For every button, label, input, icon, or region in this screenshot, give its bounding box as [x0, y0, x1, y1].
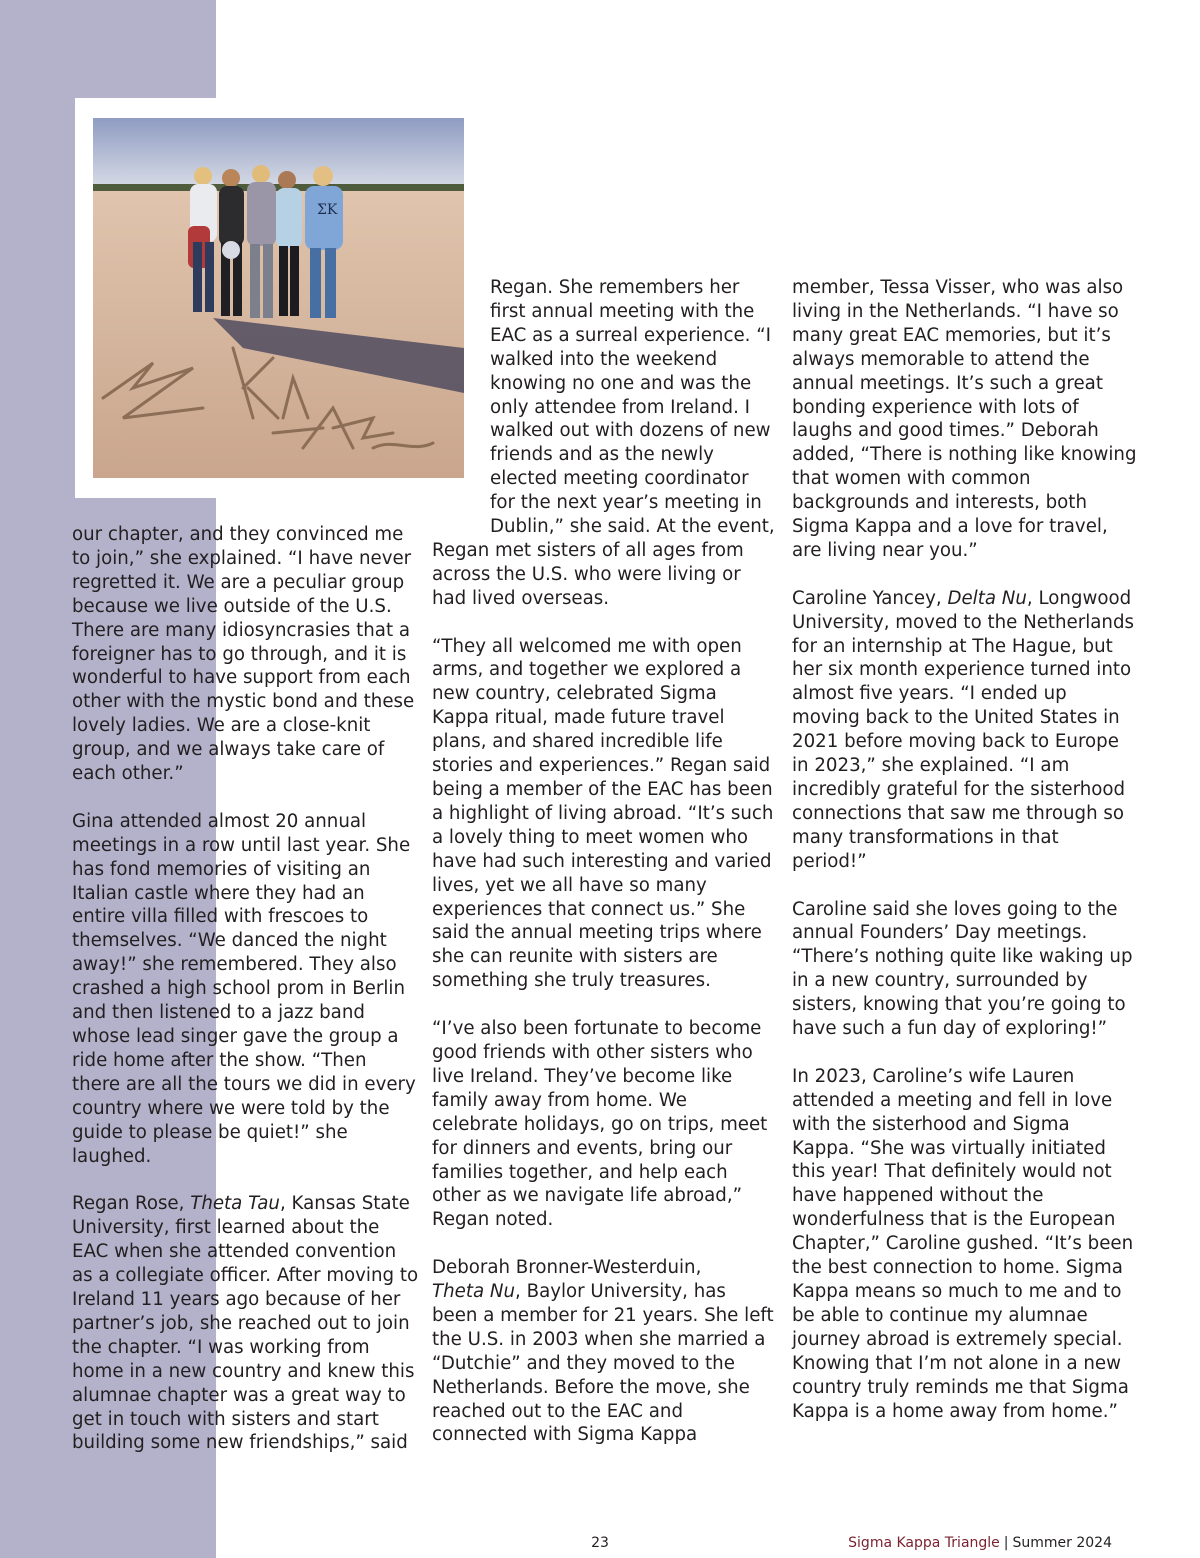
paragraph-regan-meeting	[432, 276, 777, 611]
regan-intro-text: , Kansas State University, first learned about the EAC when she attended convention as a collegiate officer. After moving to Ireland 11 years ago because of her partner’s job, she reached out to join the chapter. “I was working from home in a new country and knew this alumnae chapter was a great way to get in touch with sisters and start building some new friendships,” said	[72, 1193, 419, 1454]
name-deborah-bronner-westerduin: Deborah Bronner-Westerduin	[432, 1257, 696, 1279]
group-photo	[93, 118, 464, 478]
paragraph-regan-intro: Regan Rose, Theta Tau, Kansas State University, first learned about the EAC when she attended convention as a collegiate officer. After moving to Ireland 11 years ago because of her partner’s job, she reached out to join the chapter. “I was working from home in a new country and knew this alumnae chapter was a great way to get in touch with sisters and start building some new friendships,” said	[72, 1193, 419, 1454]
paragraph-regan-ireland: “I’ve also been fortunate to become good friends with other sisters who live Ireland. They’ve become like family away from home. We celebrate holidays, go on trips, meet for dinners and events, bring our families together, and help each other as we navigate life abroad,” Regan noted.	[432, 1018, 768, 1231]
name-regan-rose: Regan Rose	[72, 1193, 179, 1215]
beach-photo-illustration	[93, 118, 464, 478]
column-middle	[432, 276, 777, 1447]
name-caroline-yancey: Caroline Yancey	[792, 587, 936, 609]
publication-footer	[848, 1535, 1112, 1551]
paragraph-tessa	[792, 276, 1137, 563]
svg-text:ΣK: ΣK	[317, 202, 338, 218]
paragraph-caroline-intro: Caroline Yancey, Delta Nu, Longwood University, moved to the Netherlands for an internship at The Hague, but her six month experience turned into almost five years. “I ended up moving back to the United States in 2021 before moving back to Europe in 2023,” she explained. “I am incredibly grateful for the sisterhood connections that saw me through so many transformations in that period!”	[792, 587, 1134, 872]
paragraph-lauren: In 2023, Caroline’s wife Lauren attended a meeting and fell in love with the sisterhood and Sigma Kappa. “She was virtually initiated this year! That definitely would not have happened without the wonderfulness that is the European Chapter,” Caroline gushed. “It’s been the best connection to home. Sigma Kappa means so much to me and to be able to continue my alumnae journey abroad is extremely special. Knowing that I’m not alone in a new country truly reminds me that Sigma Kappa is a home away from home.”	[792, 1065, 1134, 1422]
paragraph-gina: Gina attended almost 20 annual meetings in a row until last year. She has fond memories of visiting an Italian castle where they had an entire villa filled with frescoes to themselves. “We danced the night away!” she remembered. They also crashed a high school prom in Berlin and then listened to a jazz band whose lead singer gave the group a ride home after the show. “Then there are all the tours we did in every country where we were told by the guide to please be quiet!” she laughed.	[72, 810, 416, 1167]
people-group	[188, 165, 343, 318]
photo-frame	[75, 98, 479, 498]
regan-meeting-cont: Regan met sisters of all ages from across the U.S. who were living or had lived overseas.	[432, 539, 744, 609]
column-left	[72, 523, 420, 1455]
page-number: 23	[591, 1535, 609, 1551]
paragraph-join: our chapter, and they convinced me to join,” she explained. “I have never regretted it. We are a peculiar group because we live outside of the U.S. There are many idiosyncrasies that a foreigner has to go through, and it is wonderful to have support from each other with the mystic bond and these lovely ladies. We are a close-knit group, and we always take care of each other.”	[72, 524, 415, 785]
deborah-intro-text: , Baylor University, has been a member for 21 years. She left the U.S. in 2003 when she married a “Dutchie” and they moved to the Netherlands. Before the move, she reached out to the EAC and connected with Sigma Kappa	[432, 1281, 774, 1446]
issue-label: Summer 2024	[1012, 1535, 1112, 1551]
publication-title: Sigma Kappa Triangle	[848, 1535, 1000, 1551]
chapter-delta-nu: Delta Nu	[947, 587, 1027, 609]
paragraph-founders-day: Caroline said she loves going to the annual Founders’ Day meetings. “There’s nothing quite like waking up in a new country, surrounded by sisters, knowing that you’re going to have such a fun day of exploring!”	[792, 898, 1133, 1040]
regan-meeting-indented: Regan. She remembers her first annual meeting with the EAC as a surreal experience. “I walked into the weekend knowing no one and was the only attendee from Ireland. I walked out with dozens of new friends and as the newly elected meeting coordinator for the next year’s meeting in Dublin,” she said. At the event,	[490, 277, 775, 538]
paragraph-deborah-intro	[432, 1256, 777, 1447]
tessa-text: , who was also living in the Netherlands. “I have so many great EAC memories, but it’s always memorable to attend the annual meetings. It’s such a great bonding experience with lots of laughs and good times.” Deborah added, “There is nothing like knowing that women with common backgrounds and interests, both Sigma Kappa and a love for travel, are living near you.”	[792, 277, 1137, 561]
name-tessa-visser: Tessa Visser	[880, 277, 991, 298]
deborah-comma: ,	[695, 1257, 702, 1279]
chapter-theta-tau: Theta Tau	[190, 1193, 280, 1215]
caroline-intro-text: , Longwood University, moved to the Netherlands for an internship at The Hague, but her six month experience turned into almost five years. “I ended up moving back to the United States in 2021 before moving back to Europe in 2023,” she explained. “I am incredibly grateful for the sisterhood connections that saw me through so many transformations in that period!”	[792, 587, 1134, 872]
tessa-before: member,	[792, 277, 881, 298]
footer-separator: |	[1003, 1535, 1009, 1551]
chapter-theta-nu: Theta Nu	[432, 1281, 516, 1303]
column-right	[792, 276, 1137, 1423]
paragraph-regan-welcome: “They all welcomed me with open arms, and together we explored a new country, celebrated Sigma Kappa ritual, made future travel plans, and shared incredible life stories and experiences.” Regan said being a member of the EAC has been a highlight of living abroad. “It’s such a lovely thing to meet women who have had such interesting and varied lives, yet we all have so many experiences that connect us.” She said the annual meeting trips where she can reunite with sisters are something she truly treasures.	[432, 635, 774, 992]
